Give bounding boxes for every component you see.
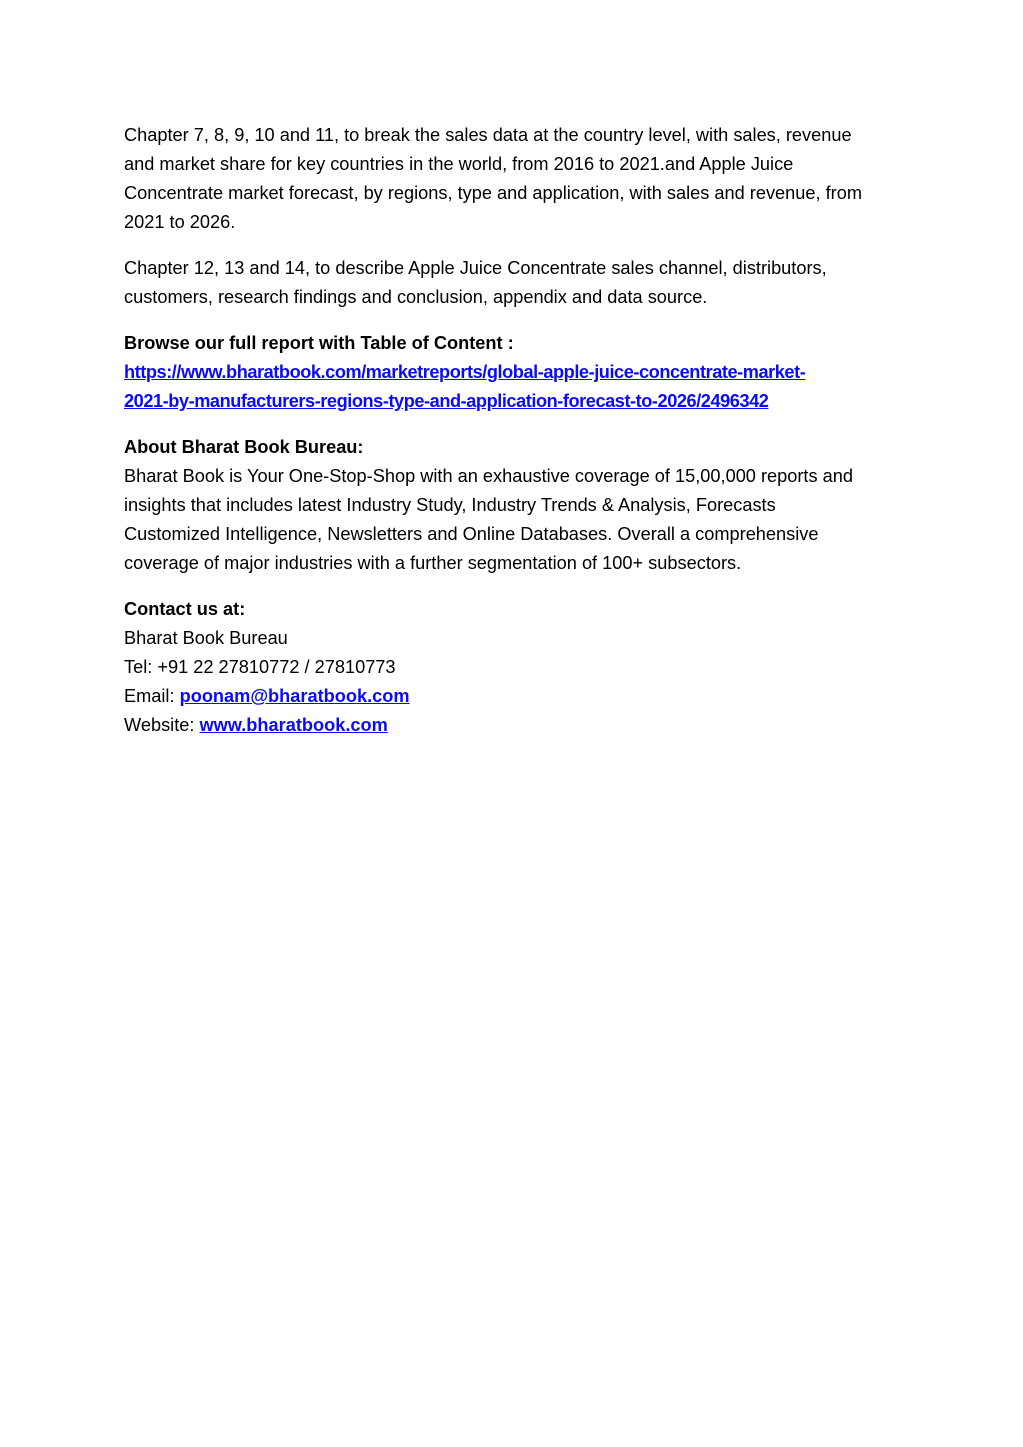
- about-line: insights that includes latest Industry Study, Industry Trends & Analysis, Forecasts: [124, 495, 776, 515]
- email-label: Email:: [124, 686, 180, 706]
- about-section: [124, 433, 914, 578]
- report-link-line: https://www.bharatbook.com/marketreports/global-apple-juice-concentrate-market-: [124, 362, 806, 382]
- website-label: Website:: [124, 715, 200, 735]
- contact-section: [124, 595, 914, 740]
- website-row: [124, 711, 914, 740]
- contact-heading: Contact us at:: [124, 599, 246, 619]
- about-line: coverage of major industries with a further segmentation of 100+ subsectors.: [124, 553, 742, 573]
- paragraph-line: Chapter 7, 8, 9, 10 and 11, to break the sales data at the country level, with sales, revenue: [124, 125, 852, 145]
- report-link-line: 2021-by-manufacturers-regions-type-and-application-forecast-to-2026/2496342: [124, 391, 769, 411]
- about-heading: About Bharat Book Bureau:: [124, 437, 364, 457]
- chapter-12-14-paragraph: [124, 254, 914, 312]
- browse-heading: Browse our full report with Table of Content :: [124, 333, 514, 353]
- website-link[interactable]: www.bharatbook.com: [199, 715, 388, 735]
- browse-report-section: [124, 329, 914, 416]
- paragraph-line: customers, research findings and conclusion, appendix and data source.: [124, 287, 708, 307]
- report-link[interactable]: [124, 358, 914, 416]
- telephone: Tel: +91 22 27810772 / 27810773: [124, 657, 396, 677]
- paragraph-line: Concentrate market forecast, by regions, type and application, with sales and revenue, from: [124, 183, 862, 203]
- email-row: [124, 682, 914, 711]
- about-line: Bharat Book is Your One-Stop-Shop with an exhaustive coverage of 15,00,000 reports and: [124, 466, 853, 486]
- email-link[interactable]: poonam@bharatbook.com: [179, 686, 410, 706]
- paragraph-line: Chapter 12, 13 and 14, to describe Apple Juice Concentrate sales channel, distributors,: [124, 258, 827, 278]
- about-line: Customized Intelligence, Newsletters and Online Databases. Overall a comprehensive: [124, 524, 819, 544]
- document-body: [124, 121, 914, 757]
- paragraph-line: and market share for key countries in the world, from 2016 to 2021.and Apple Juice: [124, 154, 794, 174]
- paragraph-line: 2021 to 2026.: [124, 212, 236, 232]
- chapter-7-11-paragraph: [124, 121, 914, 237]
- company-name: Bharat Book Bureau: [124, 628, 288, 648]
